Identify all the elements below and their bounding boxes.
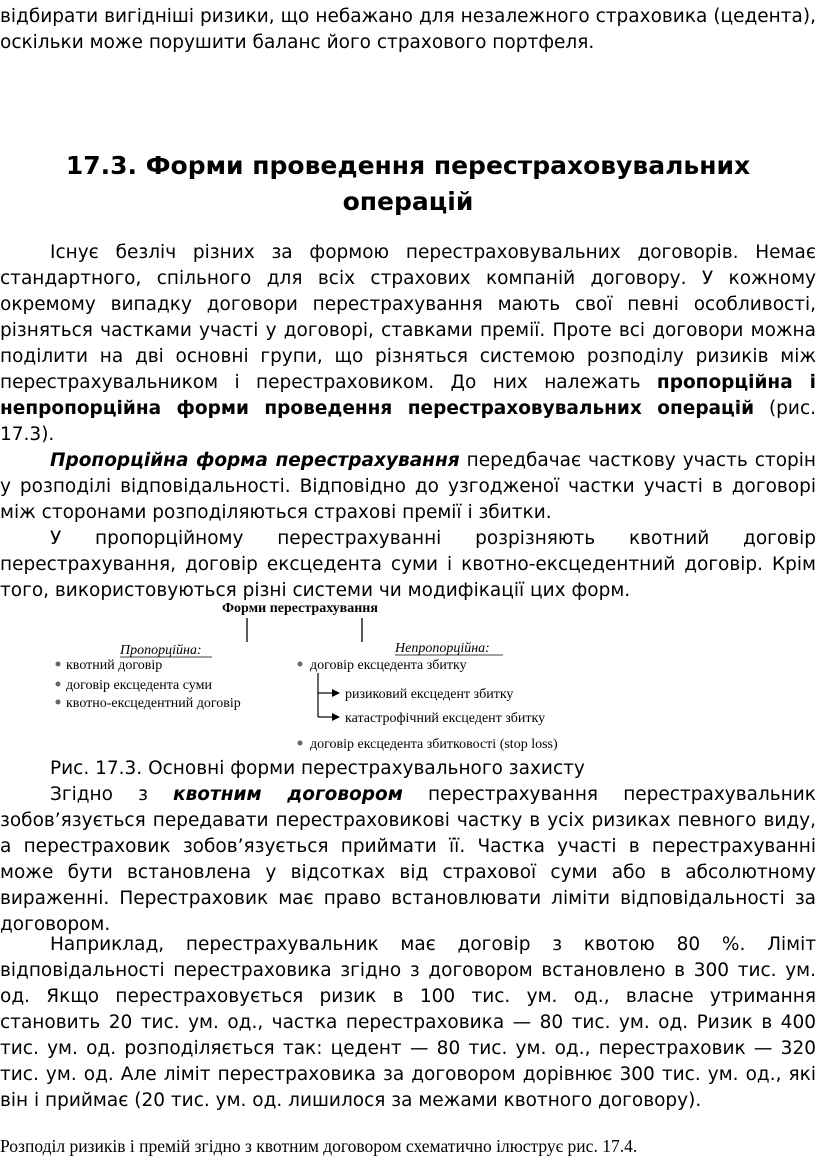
paragraph-1 — [0, 240, 816, 448]
figure-title: Форми перестрахування — [222, 601, 378, 616]
paragraph-1-text: Існує безліч різних за формою перестраховувальних договорів. Немає стандартного, спільного для всіх страхових компаній договору. У кожному окремому випадку договори перестрахування мають свої певні особливості, різняться частками участі у договорі, ставками премії. Проте всі договори можна поділити на дві основні групи, що різняться системою розподілу ризиків між перестрахувальником і перестраховиком. До них належать — [0, 242, 816, 393]
paragraph-1-end: (рис. 17.3). — [0, 398, 816, 445]
figure-caption: Рис. 17.3. Основні форми перестрахувального захисту — [50, 758, 585, 779]
paragraph-4 — [0, 782, 816, 938]
bullet-icon — [56, 682, 61, 687]
right-sub-1: ризиковий ексцедент збитку — [345, 687, 514, 702]
right-item-1: договір ексцедента збитку — [310, 658, 467, 673]
footer-text: Розподіл ризиків і премій згідно з квотним договором схематично ілюструє рис. 17.4. — [0, 1136, 638, 1156]
paragraph-2 — [0, 448, 816, 526]
paragraph-4-bold: квотним договором — [173, 784, 403, 805]
paragraph-2-bold: Пропорційна форма перестрахування — [50, 450, 460, 471]
arrow-head-icon — [332, 689, 340, 697]
left-item-3: квотно-ексцедентний договір — [66, 696, 241, 711]
bullet-icon — [56, 700, 61, 705]
paragraph-5: Наприклад, перестрахувальник має договір з квотою 80 %. Ліміт відповідальності перестраховика згідно з договором встановлено в 300 тис. ум. од. Якщо перестраховується ризик в 100 тис. ум. од., власне утримання становить 20 тис. ум. од., частка перестраховика — 80 тис. ум. од. Ризик в 400 тис. ум. од. розподіляється так: цедент — 80 тис. ум. од., перестраховик — 320 тис. ум. од. Але ліміт перестраховика за договором дорівнює 300 тис. ум. од., які він і приймає (20 тис. ум. од. лишилося за межами квотного договору). — [0, 934, 816, 1111]
paragraph-4-text: перестрахування перестрахувальник зобов’язується передавати перестраховикові частку в усіх ризиках певного виду, а перестраховик зобов’язується приймати її. Частка участі в перестрахуванні може бути встановлена у відсотках від страхової суми або в абсолютному вираженні. Перестраховик має право встановлювати ліміти відповідальності за договором. — [0, 784, 816, 935]
bullet-icon — [298, 662, 303, 667]
section-heading: 17.3. Форми проведення перестраховувальних операцій — [65, 151, 751, 216]
paragraph-intro: відбирати вигідніші ризики, що небажано для незалежного страховика (цедента), оскільки може порушити баланс його страхового портфеля. — [0, 6, 816, 53]
paragraph-1-bold: пропорційна і непропорційна форми проведення перестраховувальних операцій — [0, 372, 816, 419]
left-item-1: квотний договір — [66, 658, 163, 673]
right-item-2: договір ексцедента збитковості (stop loss) — [310, 737, 558, 752]
right-sub-2: катастрофічний ексцедент збитку — [345, 711, 546, 726]
arrow-head-icon — [332, 713, 340, 721]
paragraph-2-text: передбачає часткову участь сторін у розподілі відповідальності. Відповідно до узгодженої частки участі в договорі між сторонами розподіляються страхові премії і збитки. — [0, 450, 816, 523]
right-heading: Непропорційна: — [395, 641, 490, 656]
bullet-icon — [56, 662, 61, 667]
figure-forms-diagram — [0, 596, 816, 756]
paragraph-3: У пропорційному перестрахуванні розрізняють квотний договір перестрахування, договір ексцедента суми і квотно-ексцедентний договір. Крім того, використовуються різні системи чи модифікації цих форм. — [0, 528, 816, 601]
left-heading: Пропорційна: — [120, 643, 202, 658]
paragraph-4-start: Згідно з — [50, 784, 174, 805]
left-item-2: договір ексцедента суми — [66, 678, 212, 693]
bullet-icon — [298, 741, 303, 746]
